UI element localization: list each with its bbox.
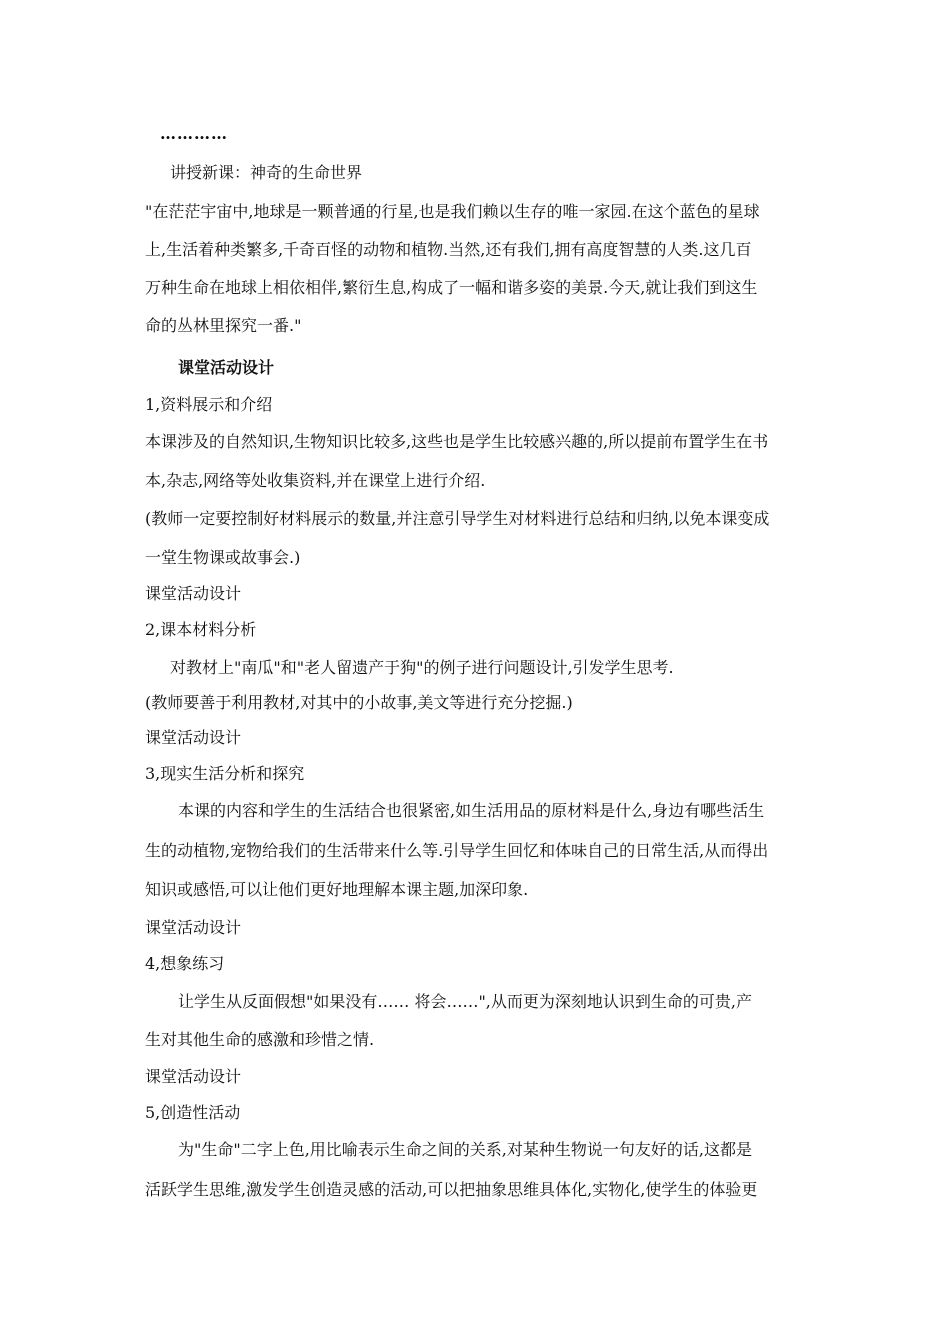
paragraph-line: 本课的内容和学生的生活结合也很紧密,如生活用品的原材料是什么,身边有哪些活生 [178,801,765,820]
section-heading: 课堂活动设计 [145,1067,242,1086]
paragraph-line: 活跃学生思维,激发学生创造灵感的活动,可以把抽象思维具体化,实物化,使学生的体验更 [145,1180,758,1199]
section-heading: 课堂活动设计 [145,584,242,603]
paragraph-line: 对教材上"南瓜"和"老人留遗产于狗"的例子进行问题设计,引发学生思考. [170,658,674,677]
item-heading: 3,现实生活分析和探究 [145,764,305,783]
section-heading: 课堂活动设计 [178,358,275,377]
item-heading: 5,创造性活动 [145,1103,241,1122]
paragraph-line: 为"生命"二字上色,用比喻表示生命之间的关系,对某种生物说一句友好的话,这都是 [178,1140,752,1159]
section-heading: 课堂活动设计 [145,918,242,937]
note-line: (教师要善于利用教材,对其中的小故事,美文等进行充分挖掘.) [145,693,573,712]
paragraph-line: 生对其他生命的感激和珍惜之情. [145,1030,375,1049]
paragraph-line: 本课涉及的自然知识,生物知识比较多,这些也是学生比较感兴趣的,所以提前布置学生在书 [145,432,769,451]
paragraph-line: 知识或感悟,可以让他们更好地理解本课主题,加深印象. [145,880,529,899]
item-heading: 4,想象练习 [145,954,225,973]
item-heading: 1,资料展示和介绍 [145,395,273,414]
paragraph-line: "在茫茫宇宙中,地球是一颗普通的行星,也是我们赖以生存的唯一家园.在这个蓝色的星球 [145,202,760,221]
ellipsis-line: ………… [160,124,228,143]
item-heading: 2,课本材料分析 [145,620,257,639]
paragraph-line: 本,杂志,网络等处收集资料,并在课堂上进行介绍. [145,471,486,490]
note-line: (教师一定要控制好材料展示的数量,并注意引导学生对材料进行总结和归纳,以免本课变成 [145,509,770,528]
section-heading: 课堂活动设计 [145,728,242,747]
note-line: 一堂生物课或故事会.) [145,548,301,567]
paragraph-line: 命的丛林里探究一番." [145,316,302,335]
paragraph-line: 让学生从反面假想"如果没有…… 将会……",从而更为深刻地认识到生命的可贵,产 [178,992,752,1011]
paragraph-line: 上,生活着种类繁多,千奇百怪的动物和植物.当然,还有我们,拥有高度智慧的人类.这几百 [145,240,752,259]
paragraph-line: 生的动植物,宠物给我们的生活带来什么等.引导学生回忆和体味自己的日常生活,从而得出 [145,841,769,860]
paragraph-line: 万种生命在地球上相依相伴,繁衍生息,构成了一幅和谐多姿的美景.今天,就让我们到这生 [145,278,758,297]
lesson-heading: 讲授新课：神奇的生命世界 [170,163,363,182]
